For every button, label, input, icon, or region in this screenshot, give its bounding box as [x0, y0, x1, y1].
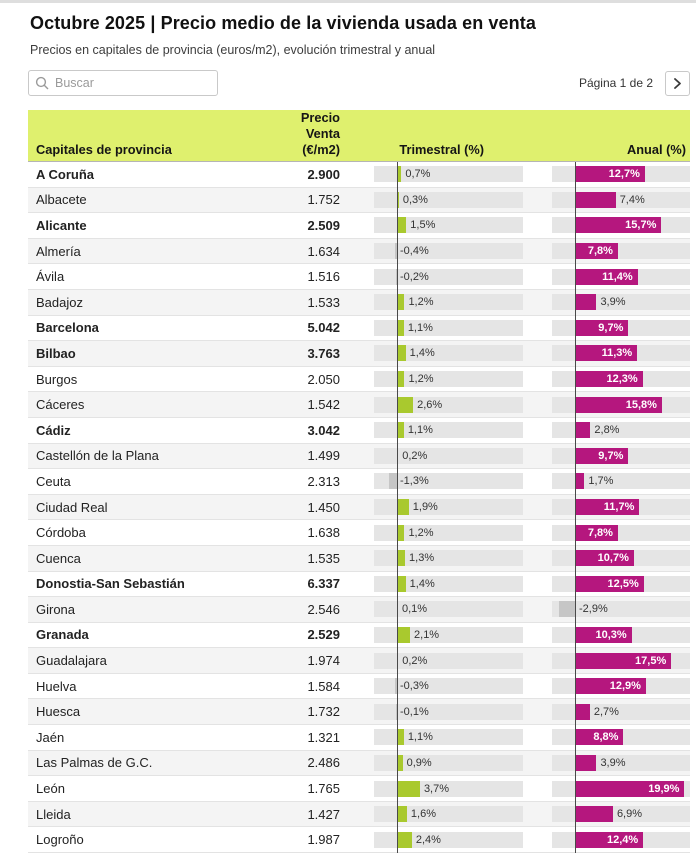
quarterly-bar	[397, 525, 404, 541]
annual-zero-axis	[575, 162, 576, 853]
table-row	[28, 418, 690, 444]
quarterly-cell	[340, 525, 523, 541]
annual-bar	[575, 294, 596, 310]
annual-bar-track	[552, 422, 690, 438]
annual-bar	[575, 755, 596, 771]
table-row	[28, 188, 690, 214]
annual-label: 2,8%	[594, 424, 620, 437]
chevron-right-icon	[672, 78, 683, 89]
annual-bar-track	[552, 781, 690, 797]
annual-bar-track	[552, 371, 690, 387]
quarterly-bar	[397, 499, 409, 515]
annual-bar-track	[552, 166, 690, 182]
column-header-price-line1: Precio Venta	[300, 110, 340, 141]
quarterly-bar	[397, 576, 406, 592]
city-name: Ávila	[36, 269, 65, 285]
quarterly-label: -0,1%	[400, 705, 429, 718]
price-value: 2.486	[307, 755, 340, 771]
annual-bar-track	[552, 499, 690, 515]
annual-cell	[523, 678, 690, 694]
annual-bar-track	[552, 525, 690, 541]
quarterly-cell	[340, 320, 523, 336]
page-subtitle: Precios en capitales de provincia (euros/m2), evolución trimestral y anual	[30, 43, 436, 57]
annual-label: 6,9%	[616, 808, 643, 821]
table-row	[28, 546, 690, 572]
price-value: 2.546	[307, 601, 340, 617]
city-name: A Coruña	[36, 166, 95, 182]
housing-price-widget	[0, 13, 696, 853]
quarterly-bar	[397, 781, 420, 797]
city-name: Donostia-San Sebastián	[36, 576, 185, 592]
annual-label: 2,7%	[593, 705, 619, 718]
city-name: Huesca	[36, 704, 81, 720]
quarterly-bar	[397, 832, 412, 848]
annual-bar	[575, 704, 590, 720]
table-row	[28, 699, 690, 725]
annual-label: 17,5%	[635, 654, 667, 667]
quarterly-cell	[340, 678, 523, 694]
annual-cell	[523, 320, 690, 336]
annual-cell	[523, 576, 690, 592]
annual-label: 9,7%	[598, 321, 624, 334]
quarterly-label: 1,5%	[410, 219, 436, 232]
price-value: 1.765	[307, 781, 340, 797]
annual-cell	[523, 166, 690, 182]
annual-label: 12,3%	[606, 373, 638, 386]
annual-label: 12,4%	[607, 833, 639, 846]
price-value: 5.042	[307, 320, 340, 336]
annual-cell	[523, 781, 690, 797]
quarterly-label: 2,1%	[414, 628, 440, 641]
city-name: Badajoz	[36, 294, 83, 310]
table-body	[28, 162, 690, 853]
price-value: 2.900	[307, 166, 340, 182]
annual-label: 3,9%	[600, 296, 626, 309]
annual-cell	[523, 755, 690, 771]
quarterly-cell	[340, 371, 523, 387]
column-header-price	[268, 110, 340, 158]
price-value: 1.974	[307, 653, 340, 669]
price-value: 1.516	[307, 269, 340, 285]
column-header-annual: Anual (%)	[626, 141, 686, 157]
city-name: Burgos	[36, 371, 78, 387]
price-value: 1.533	[307, 294, 340, 310]
quarterly-cell	[340, 345, 523, 361]
quarterly-bar	[397, 345, 406, 361]
quarterly-bar	[397, 294, 404, 310]
annual-cell	[523, 192, 690, 208]
price-value: 2.313	[307, 473, 340, 489]
annual-bar-track	[552, 448, 690, 464]
annual-label: 11,7%	[603, 501, 635, 514]
annual-cell	[523, 345, 690, 361]
quarterly-cell	[340, 601, 523, 617]
quarterly-bar	[397, 397, 413, 413]
annual-cell	[523, 601, 690, 617]
price-table	[28, 110, 690, 853]
table-row	[28, 623, 690, 649]
city-name: Cáceres	[36, 397, 85, 413]
city-name: Almería	[36, 243, 81, 259]
annual-label: 10,7%	[597, 552, 629, 565]
annual-label: 11,3%	[601, 347, 633, 360]
quarterly-label: 0,7%	[405, 168, 431, 181]
annual-cell	[523, 448, 690, 464]
quarterly-cell	[340, 627, 523, 643]
quarterly-cell	[340, 576, 523, 592]
quarterly-label: -0,2%	[400, 270, 429, 283]
table-row	[28, 392, 690, 418]
price-value: 3.042	[307, 422, 340, 438]
annual-bar-track	[552, 320, 690, 336]
annual-cell	[523, 729, 690, 745]
table-row	[28, 520, 690, 546]
quarterly-cell	[340, 704, 523, 720]
annual-bar-track	[552, 345, 690, 361]
annual-bar-track	[552, 397, 690, 413]
quarterly-bar	[397, 550, 405, 566]
quarterly-cell	[340, 729, 523, 745]
quarterly-cell	[340, 781, 523, 797]
price-value: 2.509	[307, 217, 340, 233]
search-input[interactable]	[55, 76, 211, 90]
quarterly-bar	[397, 371, 404, 387]
city-name: Bilbao	[36, 345, 76, 361]
annual-bar-track	[552, 269, 690, 285]
quarterly-cell	[340, 294, 523, 310]
quarterly-label: 1,9%	[412, 501, 438, 514]
annual-cell	[523, 269, 690, 285]
annual-label: 8,8%	[593, 731, 619, 744]
city-name: Lleida	[36, 806, 71, 822]
annual-bar-track	[552, 704, 690, 720]
table-row	[28, 444, 690, 470]
price-value: 1.987	[307, 832, 340, 848]
quarterly-label: 1,1%	[407, 424, 433, 437]
annual-label: 7,8%	[587, 526, 613, 539]
annual-label: 10,3%	[595, 628, 627, 641]
annual-label: 9,7%	[598, 449, 624, 462]
city-name: Ceuta	[36, 473, 71, 489]
quarterly-label: 0,3%	[402, 193, 428, 206]
annual-cell	[523, 832, 690, 848]
quarterly-cell	[340, 653, 523, 669]
annual-label: 19,9%	[648, 782, 680, 795]
quarterly-label: 1,1%	[407, 321, 433, 334]
price-value: 2.050	[307, 371, 340, 387]
quarterly-cell	[340, 269, 523, 285]
annual-cell	[523, 473, 690, 489]
annual-cell	[523, 294, 690, 310]
quarterly-cell	[340, 217, 523, 233]
annual-label: -2,9%	[579, 603, 608, 616]
price-value: 1.535	[307, 550, 340, 566]
annual-cell	[523, 806, 690, 822]
column-header-city: Capitales de provincia	[36, 141, 172, 157]
price-value: 3.763	[307, 345, 340, 361]
annual-bar	[575, 422, 590, 438]
search-icon	[35, 76, 49, 90]
search-box[interactable]	[28, 70, 218, 96]
table-row	[28, 239, 690, 265]
quarterly-label: 1,3%	[409, 552, 435, 565]
quarterly-bar	[389, 473, 397, 489]
table-row	[28, 648, 690, 674]
quarterly-label: 0,2%	[402, 449, 428, 462]
city-name: Las Palmas de G.C.	[36, 755, 153, 771]
annual-bar-track	[552, 576, 690, 592]
annual-cell	[523, 371, 690, 387]
price-value: 1.584	[307, 678, 340, 694]
table-row	[28, 776, 690, 802]
quarterly-label: 0,2%	[402, 654, 428, 667]
quarterly-cell	[340, 755, 523, 771]
annual-cell	[523, 217, 690, 233]
quarterly-cell	[340, 473, 523, 489]
quarterly-bar	[397, 422, 404, 438]
annual-cell	[523, 243, 690, 259]
annual-bar-track	[552, 217, 690, 233]
price-value: 1.634	[307, 243, 340, 259]
city-name: Ciudad Real	[36, 499, 108, 515]
city-name: Jaén	[36, 729, 65, 745]
city-name: León	[36, 781, 65, 797]
quarterly-cell	[340, 422, 523, 438]
quarterly-label: 1,1%	[407, 731, 433, 744]
annual-bar-track	[552, 755, 690, 771]
annual-bar-track	[552, 653, 690, 669]
top-divider	[0, 0, 696, 3]
annual-label: 12,9%	[609, 680, 641, 693]
price-value: 1.427	[307, 806, 340, 822]
quarterly-label: -0,4%	[400, 245, 429, 258]
table-row	[28, 725, 690, 751]
city-name: Alicante	[36, 217, 87, 233]
table-row	[28, 572, 690, 598]
city-name: Girona	[36, 601, 76, 617]
annual-cell	[523, 397, 690, 413]
annual-label: 11,4%	[602, 270, 633, 283]
table-row	[28, 469, 690, 495]
column-header-quarterly: Trimestral (%)	[399, 141, 484, 157]
annual-cell	[523, 525, 690, 541]
table-row	[28, 367, 690, 393]
next-page-button[interactable]	[665, 71, 690, 96]
quarterly-cell	[340, 550, 523, 566]
price-value: 1.450	[307, 499, 340, 515]
quarterly-cell	[340, 397, 523, 413]
pagination	[579, 71, 690, 96]
city-name: Córdoba	[36, 525, 86, 541]
annual-label: 1,7%	[588, 475, 614, 488]
quarterly-cell	[340, 499, 523, 515]
annual-label: 12,7%	[608, 168, 640, 181]
price-value: 2.529	[307, 627, 340, 643]
quarterly-cell	[340, 166, 523, 182]
annual-label: 7,8%	[587, 245, 613, 258]
quarterly-label: 0,9%	[406, 756, 432, 769]
annual-bar-track	[552, 678, 690, 694]
annual-label: 15,8%	[625, 398, 657, 411]
quarterly-bar	[397, 627, 410, 643]
quarterly-label: -1,3%	[400, 475, 429, 488]
annual-bar-track	[552, 192, 690, 208]
annual-cell	[523, 704, 690, 720]
annual-bar	[559, 601, 575, 617]
quarterly-label: 1,2%	[408, 526, 434, 539]
city-name: Cádiz	[36, 422, 71, 438]
annual-bar-track	[552, 627, 690, 643]
column-header-price-line2: (€/m2)	[302, 141, 340, 157]
annual-bar-track	[552, 550, 690, 566]
annual-label: 12,5%	[607, 577, 639, 590]
quarterly-cell	[340, 192, 523, 208]
price-value: 1.638	[307, 525, 340, 541]
annual-label: 7,4%	[619, 193, 645, 206]
quarterly-cell	[340, 806, 523, 822]
table-row	[28, 290, 690, 316]
annual-bar	[575, 473, 584, 489]
annual-cell	[523, 653, 690, 669]
quarterly-label: 0,1%	[402, 603, 428, 616]
quarterly-label: 2,6%	[417, 398, 443, 411]
annual-bar-track	[552, 832, 690, 848]
quarterly-cell	[340, 448, 523, 464]
annual-label: 3,9%	[600, 756, 626, 769]
table-row	[28, 802, 690, 828]
annual-bar-track	[552, 243, 690, 259]
annual-bar-track	[552, 729, 690, 745]
city-name: Granada	[36, 627, 89, 643]
quarterly-zero-axis	[397, 162, 398, 853]
city-name: Huelva	[36, 678, 77, 694]
price-value: 1.752	[307, 192, 340, 208]
table-row	[28, 597, 690, 623]
table-row	[28, 264, 690, 290]
price-value: 1.321	[307, 729, 340, 745]
city-name: Albacete	[36, 192, 87, 208]
annual-bar-track	[552, 601, 690, 617]
city-name: Logroño	[36, 832, 84, 848]
quarterly-label: 1,2%	[408, 296, 434, 309]
annual-bar-track	[552, 806, 690, 822]
annual-bar-track	[552, 473, 690, 489]
table-row	[28, 341, 690, 367]
quarterly-bar	[397, 806, 407, 822]
table-row	[28, 162, 690, 188]
city-name: Cuenca	[36, 550, 81, 566]
table-row	[28, 213, 690, 239]
quarterly-label: 1,6%	[410, 808, 436, 821]
quarterly-label: -0,3%	[400, 680, 429, 693]
table-controls	[28, 70, 690, 96]
price-value: 1.542	[307, 397, 340, 413]
quarterly-label: 1,4%	[409, 347, 435, 360]
annual-cell	[523, 422, 690, 438]
city-name: Barcelona	[36, 320, 99, 336]
price-value: 1.499	[307, 448, 340, 464]
page-title: Octubre 2025 | Precio medio de la vivienda usada en venta	[30, 13, 536, 33]
city-name: Castellón de la Plana	[36, 448, 159, 464]
table-row	[28, 827, 690, 853]
quarterly-bar	[397, 217, 406, 233]
annual-bar-track	[552, 294, 690, 310]
quarterly-label: 2,4%	[415, 833, 441, 846]
price-value: 1.732	[307, 704, 340, 720]
pagination-label: Página 1 de 2	[578, 76, 653, 90]
table-row	[28, 316, 690, 342]
table-row	[28, 751, 690, 777]
city-name: Guadalajara	[36, 653, 107, 669]
quarterly-bar	[397, 729, 404, 745]
annual-cell	[523, 627, 690, 643]
annual-cell	[523, 550, 690, 566]
table-row	[28, 674, 690, 700]
quarterly-bar	[397, 320, 404, 336]
quarterly-cell	[340, 243, 523, 259]
quarterly-label: 1,2%	[408, 373, 434, 386]
annual-cell	[523, 499, 690, 515]
annual-label: 15,7%	[625, 219, 657, 232]
table-header-row	[28, 110, 690, 162]
annual-bar	[575, 806, 613, 822]
quarterly-label: 1,4%	[409, 577, 435, 590]
quarterly-label: 3,7%	[423, 782, 450, 795]
table-row	[28, 495, 690, 521]
annual-bar	[575, 192, 616, 208]
quarterly-cell	[340, 832, 523, 848]
price-value: 6.337	[307, 576, 340, 592]
